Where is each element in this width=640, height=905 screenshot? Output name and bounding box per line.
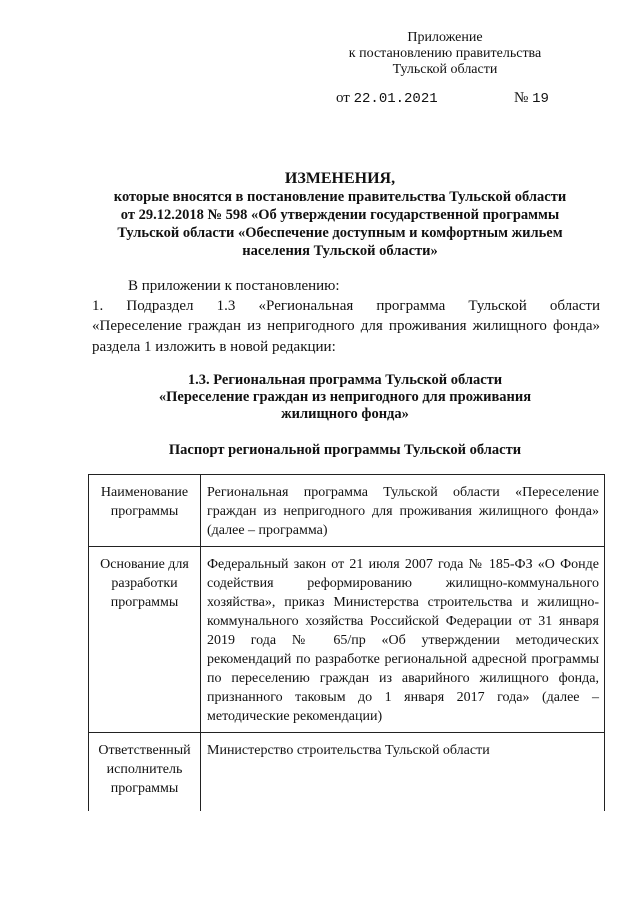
intro-paragraph: В приложении к постановлению:	[128, 278, 340, 294]
title-line: населения Тульской области»	[242, 243, 438, 259]
row-label: Основание для разработки программы	[89, 547, 201, 733]
title-line: которые вносятся в постановление правительства Тульской области	[113, 189, 567, 205]
appendix-line: Тульской области	[392, 62, 498, 77]
item1-line: 1. Подраздел 1.3 «Региональная программа Тульской области	[92, 298, 600, 314]
row-value: Министерство строительства Тульской области	[201, 733, 605, 812]
decree-number-group	[514, 90, 549, 107]
section-heading-line: 1.3. Региональная программа Тульской области	[187, 372, 503, 388]
row-value: Региональная программа Тульской области «Переселение граждан из непригодного для проживания жилищного фонда» (далее – программа)	[201, 475, 605, 547]
table-row	[89, 547, 605, 733]
table-row	[89, 475, 605, 547]
title-line: Тульской области «Обеспечение доступным и комфортным жильем	[117, 225, 563, 241]
decree-number: 19	[532, 91, 549, 107]
title-line: от 29.12.2018 № 598 «Об утверждении государственной программы	[120, 207, 560, 223]
passport-title: Паспорт региональной программы Тульской области	[168, 442, 522, 458]
title-word: ИЗМЕНЕНИЯ,	[284, 170, 396, 187]
appendix-block	[330, 30, 560, 78]
item1-line: раздела 1 изложить в новой редакции:	[92, 339, 336, 355]
item1-line: «Переселение граждан из непригодного для проживания жилищного фонда»	[92, 318, 600, 334]
decree-date: 22.01.2021	[353, 91, 438, 107]
date-prefix: от	[336, 90, 350, 106]
section-heading	[90, 372, 600, 423]
table-row	[89, 733, 605, 812]
document-title	[80, 170, 600, 260]
decree-date-number	[336, 90, 560, 107]
passport-table	[88, 474, 605, 811]
section-heading-line: «Переселение граждан из непригодного для проживания	[158, 389, 532, 405]
row-label: Ответственный исполнитель программы	[89, 733, 201, 812]
row-label: Наименование программы	[89, 475, 201, 547]
section-heading-line: жилищного фонда»	[281, 406, 409, 422]
row-value: Федеральный закон от 21 июля 2007 года № 185-ФЗ «О Фонде содействия реформированию жилищно-коммунального хозяйства», приказ Министерства строительства и жилищно-коммунального хозяйства Российской Федерации от 31 января 2019 года № 65/пр «Об утверждении методических рекомендаций по разработке региональной адресной программы по переселению граждан из аварийного жилищного фонда, признанного таковым до 1 января 2017 года» (далее – методические рекомендации)	[201, 547, 605, 733]
appendix-line: Приложение	[407, 30, 483, 45]
appendix-line: к постановлению правительства	[348, 46, 542, 61]
number-prefix: №	[514, 90, 529, 106]
